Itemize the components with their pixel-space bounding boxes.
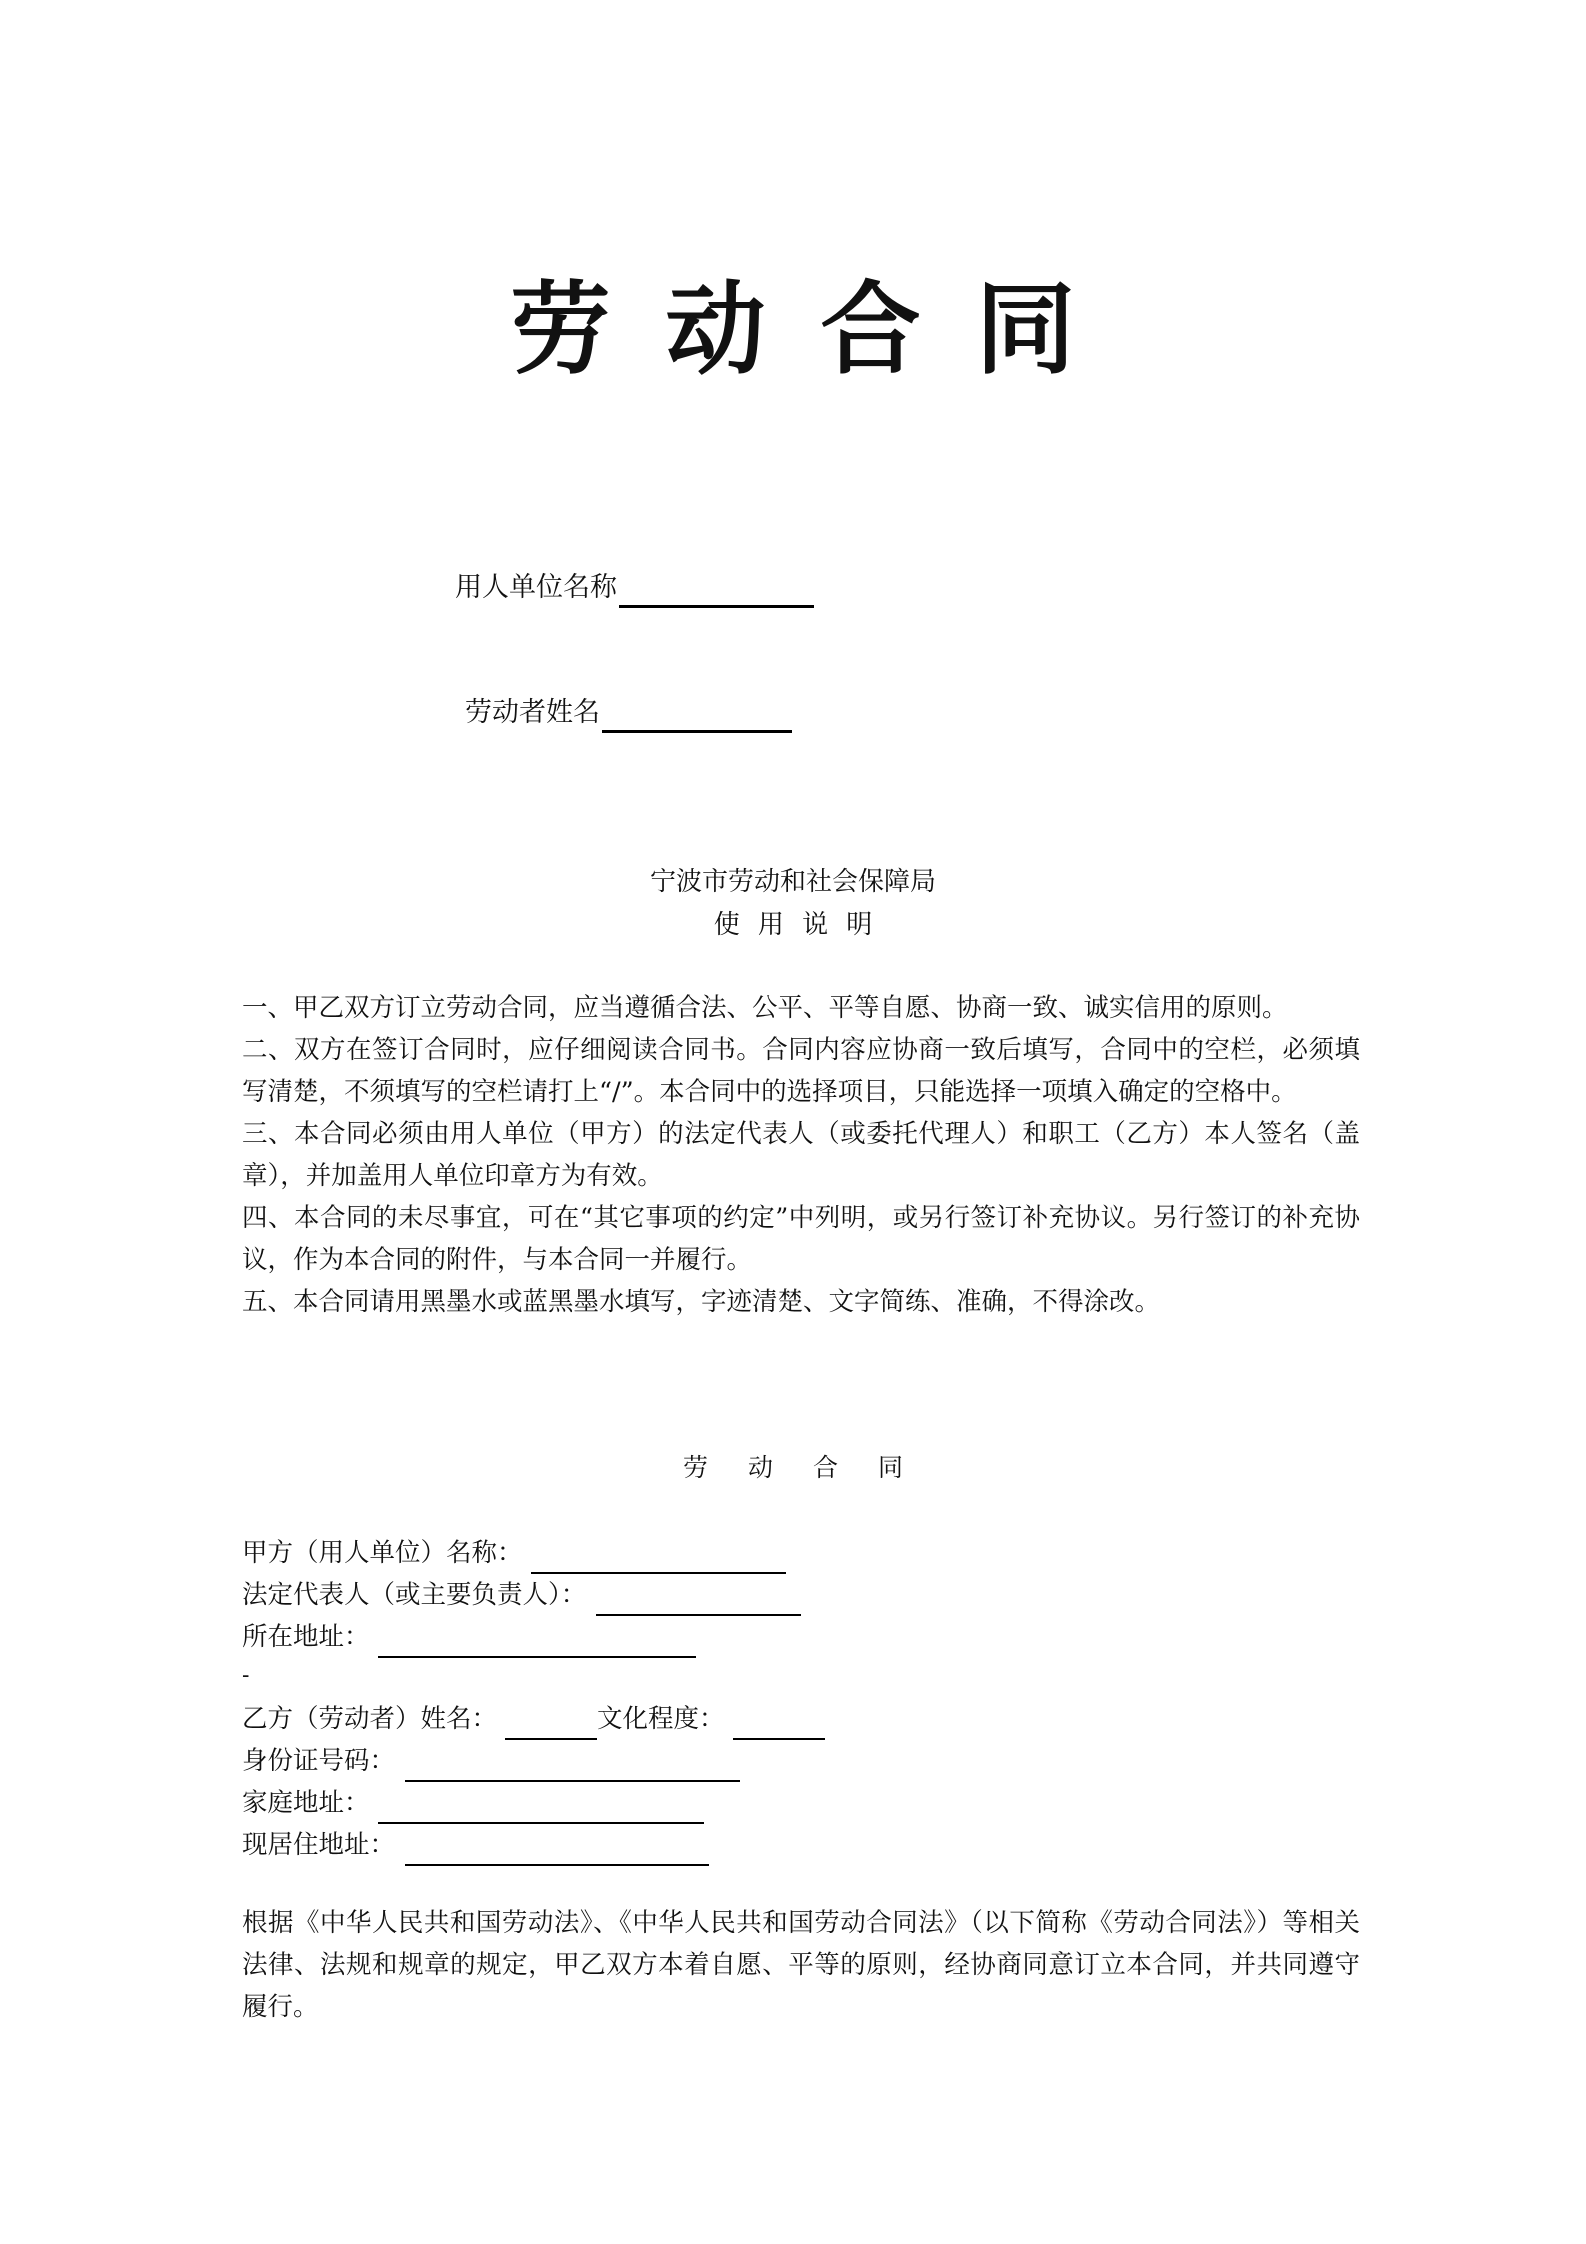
party-a-name-label: 甲方（用人单位）名称：	[242, 1538, 523, 1568]
party-a-address-input[interactable]	[378, 1628, 696, 1658]
party-a-name-row	[242, 1532, 786, 1574]
instruction-item-2: 二、双方在签订合同时，应仔细阅读合同书。合同内容应协商一致后填写，合同中的空栏，必须填写清楚，不须填写的空栏请打上“/”。本合同中的选择项目，只能选择一项填入确定的空格中。	[242, 1035, 1360, 1107]
party-b-education-input[interactable]	[733, 1710, 825, 1740]
party-b-home-label: 家庭地址：	[242, 1788, 370, 1818]
party-b-name-row	[242, 1698, 825, 1740]
instruction-item-1: 一、甲乙双方订立劳动合同，应当遵循合法、公平、平等自愿、协商一致、诚实信用的原则。	[242, 993, 1288, 1023]
cover-employer-field	[455, 568, 814, 608]
worker-name-input[interactable]	[602, 700, 792, 733]
party-a-name-input[interactable]	[531, 1544, 786, 1574]
party-b-current-label: 现居住地址：	[242, 1830, 396, 1860]
worker-name-label: 劳动者姓名	[465, 697, 600, 728]
contract-preamble	[242, 1902, 1360, 2028]
party-b-home-input[interactable]	[378, 1794, 704, 1824]
party-b-name-input[interactable]	[505, 1710, 597, 1740]
instructions-list	[242, 987, 1360, 1323]
party-b-id-row	[242, 1740, 740, 1782]
party-b-education-label: 文化程度：	[597, 1704, 725, 1734]
cover-worker-field	[465, 693, 792, 733]
contract-heading: 劳动合同	[682, 1453, 943, 1482]
instruction-item-3: 三、本合同必须由用人单位（甲方）的法定代表人（或委托代理人）和职工（乙方）本人签名（盖章），并加盖用人单位印章方为有效。	[242, 1119, 1360, 1191]
issuer-name: 宁波市劳动和社会保障局	[649, 867, 936, 897]
party-b-current-input[interactable]	[405, 1836, 709, 1866]
party-a-rep-input[interactable]	[596, 1586, 801, 1616]
employer-name-input[interactable]	[619, 575, 814, 608]
party-a-rep-label: 法定代表人（或主要负责人）：	[242, 1580, 587, 1610]
party-b-id-input[interactable]	[405, 1752, 740, 1782]
separator-mark: -	[242, 1663, 250, 1688]
party-b-current-row	[242, 1824, 709, 1866]
party-b-home-row	[242, 1782, 704, 1824]
party-b-name-label: 乙方（劳动者）姓名：	[242, 1704, 498, 1734]
instruction-item-4: 四、本合同的未尽事宜，可在“其它事项的约定”中列明，或另行签订补充协议。另行签订的补充协议，作为本合同的附件，与本合同一并履行。	[242, 1203, 1360, 1275]
party-a-address-row	[242, 1616, 696, 1658]
party-a-rep-row	[242, 1574, 801, 1616]
employer-name-label: 用人单位名称	[455, 572, 617, 603]
instruction-item-5: 五、本合同请用黑墨水或蓝黑墨水填写，字迹清楚、文字简练、准确，不得涂改。	[242, 1287, 1161, 1317]
instructions-heading: 使用说明	[713, 910, 891, 940]
party-a-address-label: 所在地址：	[242, 1622, 370, 1652]
party-b-id-label: 身份证号码：	[242, 1746, 396, 1776]
cover-title: 劳动合同	[510, 271, 1131, 388]
preamble-text: 根据《中华人民共和国劳动法》、《中华人民共和国劳动合同法》（以下简称《劳动合同法》）等相关法律、法规和规章的规定，甲乙双方本着自愿、平等的原则，经协商同意订立本合同，并共同遵守履行。	[242, 1908, 1360, 2022]
